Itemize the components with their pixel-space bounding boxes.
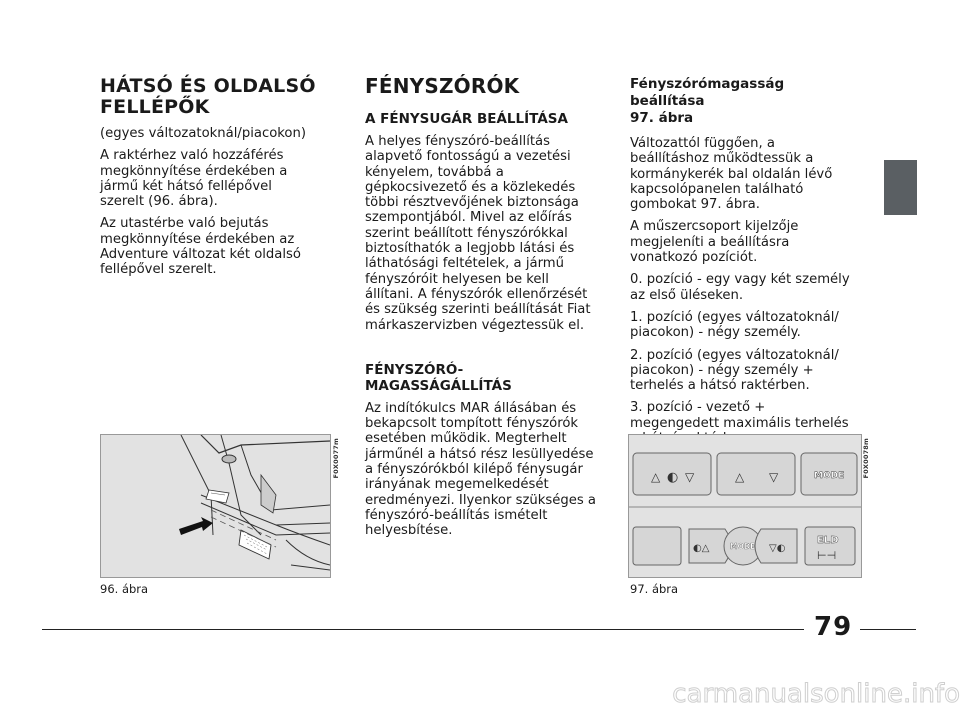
watermark: [0, 676, 960, 709]
right-column: [630, 76, 855, 453]
svg-text:△: △: [651, 470, 661, 484]
svg-text:ELD: ELD: [817, 535, 839, 546]
left-column: [100, 76, 320, 285]
middle-column: [365, 76, 600, 546]
svg-text:MODE: MODE: [730, 542, 756, 551]
heading-line-2: MAGASSÁGÁLLÍTÁS: [365, 377, 512, 394]
figure-96-rear-steps: [100, 434, 331, 578]
svg-text:▽: ▽: [685, 470, 695, 484]
figure-caption: 96. ábra: [100, 582, 149, 596]
heading-line-1: FÉNYSZÓRÓ-: [365, 361, 464, 378]
svg-text:◐: ◐: [667, 470, 679, 485]
paragraph: A helyes fényszóró-beállítás alapvető fontosságú a vezetési kényelem, továbbá a gépkocsivezető és a közlekedés többi résztvevőjének biztonsága szempontjából. Mivel az előírás szerint beállított fényszórókkal biztosíthatók a legjobb látási és láthatósági feltételek, a jármű fényszóróit helyesen be kell állítani. A fényszórók ellenőrzését és szükség szerinti beállítását Fiat márkaszervizben végeztessük el.: [365, 134, 591, 333]
paragraph: Változattól függően, a beállításhoz működtessük a kormánykerék bal oldalán lévő kapcsolópanelen található gombokat 97. ábra.: [630, 136, 833, 213]
van-rear-illustration: [101, 435, 330, 577]
chapter-thumb-tab: [884, 160, 917, 215]
figure-caption: 97. ábra: [630, 582, 679, 596]
up-down-button: [717, 453, 795, 495]
section-title: [100, 76, 320, 118]
section-heading: [365, 362, 600, 394]
paragraph: 0. pozíció - egy vagy két személy az első üléseken.: [630, 272, 850, 303]
paragraph: 1. pozíció (egyes változatoknál/ piacokon) - négy személy.: [630, 309, 839, 341]
footer-rule: [42, 629, 804, 630]
figure-97-headlight-switch-panel: [628, 434, 862, 578]
svg-text:△: △: [735, 470, 745, 484]
paragraph: Az indítókulcs MAR állásában és bekapcsolt tompított fényszórók esetében működik. Megterhelt járműnél a hátsó rész lesüllyedése a fényszórókból kilépő fénysugár irányának megemelkedését eredményezi. Ilyenkor szükséges a fényszóró-beállítás ismételt helyesbítése.: [365, 400, 597, 539]
figure-code: F0X0077m: [332, 438, 340, 479]
figure-code: F0X0078m: [862, 438, 870, 479]
heading-line-2: 97. ábra: [630, 110, 694, 126]
svg-text:MODE: MODE: [814, 471, 845, 481]
blank-button: [633, 527, 681, 565]
subtitle: (egyes változatoknál/piacokon): [100, 126, 306, 141]
heading-line-1: Fényszórómagasság beállítása: [630, 76, 785, 109]
svg-text:⊢⊣: ⊢⊣: [817, 549, 837, 562]
switch-panel-illustration: [629, 435, 861, 577]
svg-text:▽◐: ▽◐: [769, 543, 786, 554]
paragraph: 3. pozíció - vezető + megengedett maximális terhelés: [630, 400, 849, 431]
svg-text:carmanualsonline.info: carmanualsonline.info: [672, 679, 960, 709]
section-heading: A FÉNYSUGÁR BEÁLLÍTÁSA: [365, 111, 568, 127]
subsection-heading: [630, 76, 855, 127]
svg-text:▽: ▽: [769, 470, 779, 484]
paragraph: Az utastérbe való bejutás megkönnyítése érdekében az Adventure változat két oldalsó fellépővel szerelt.: [100, 216, 301, 278]
paragraph: A raktérhez való hozzáférés megkönnyítése érdekében a jármű két hátsó fellépővel szerelt (96. ábra).: [100, 148, 288, 210]
footer-rule: [860, 629, 916, 630]
svg-text:◐△: ◐△: [693, 543, 710, 554]
paragraph: 2. pozíció (egyes változatoknál/ piacokon) - négy személy + terhelés a hátsó raktérben.: [630, 347, 839, 394]
title-line-1: HÁTSÓ ÉS OLDALSÓ: [100, 75, 316, 97]
title-line-2: FELLÉPŐK: [100, 96, 210, 118]
chapter-title: FÉNYSZÓRÓK: [365, 74, 520, 98]
page-number: 79: [814, 612, 853, 642]
paragraph: A műszercsoport kijelzője megjeleníti a beállításra vonatkozó pozíciót.: [630, 219, 799, 266]
